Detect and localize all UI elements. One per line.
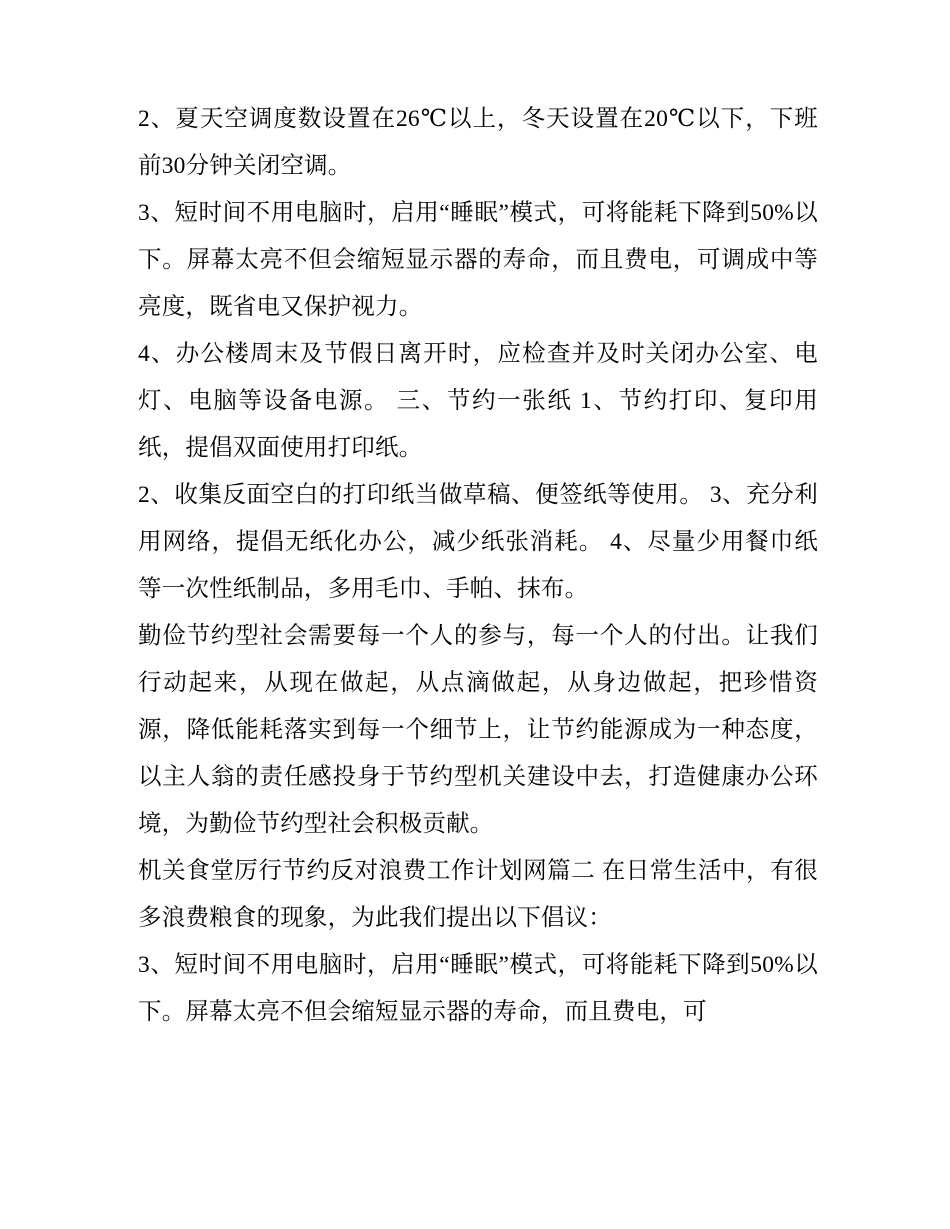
paragraph: 2、夏天空调度数设置在26℃以上，冬天设置在20℃以下，下班前30分钟关闭空调。	[138, 106, 818, 179]
document-body	[138, 96, 818, 1036]
paragraph: 2、收集反面空白的打印纸当做草稿、便签纸等使用。 3、充分利用网络，提倡无纸化办公，减少纸张消耗。 4、尽量少用餐巾纸等一次性纸制品，多用毛巾、手帕、抹布。	[138, 482, 818, 602]
paragraph: 4、办公楼周末及节假日离开时，应检查并及时关闭办公室、电灯、电脑等设备电源。 三、节约一张纸 1、节约打印、复印用纸，提倡双面使用打印纸。	[138, 341, 818, 461]
paragraph: 3、短时间不用电脑时，启用“睡眠”模式，可将能耗下降到50%以下。屏幕太亮不但会缩短显示器的寿命，而且费电，可调成中等亮度，既省电又保护视力。	[138, 200, 818, 320]
paragraph: 机关食堂厉行节约反对浪费工作计划网篇二 在日常生活中，有很多浪费粮食的现象，为此我们提出以下倡议：	[138, 858, 818, 931]
paragraph: 3、短时间不用电脑时，启用“睡眠”模式，可将能耗下降到50%以下。屏幕太亮不但会缩短显示器的寿命，而且费电，可	[138, 952, 818, 1025]
paragraph: 勤俭节约型社会需要每一个人的参与，每一个人的付出。让我们行动起来，从现在做起，从点滴做起，从身边做起，把珍惜资源，降低能耗落实到每一个细节上，让节约能源成为一种态度，以主人翁的责任感投身于节约型机关建设中去，打造健康办公环境，为勤俭节约型社会积极贡献。	[138, 623, 818, 837]
